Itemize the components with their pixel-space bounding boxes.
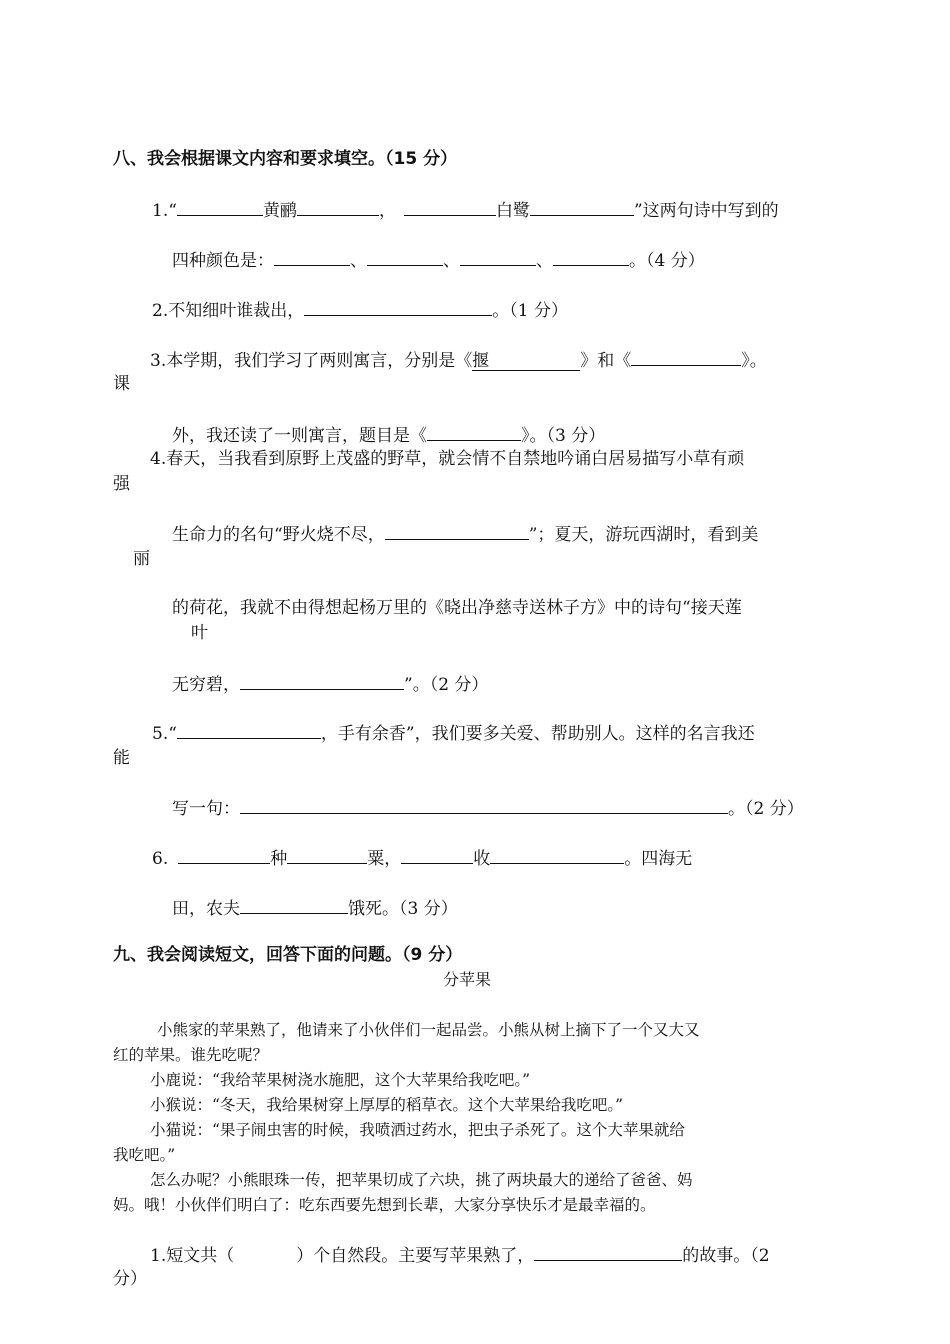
blank-8-1-b[interactable] [297,198,379,216]
blank-8-6-b[interactable] [287,846,367,864]
question-8-5-line-2: 写一句： 。（2 分） [172,796,804,820]
question-9-1-line-1: 1.短文共（ ）个自然段。主要写苹果熟了， 的故事。（2 [150,1243,770,1267]
section-8-heading: 八、我会根据课文内容和要求填空。（15 分） [113,149,458,169]
question-8-5-line-1: 5.“ ，手有余香”，我们要多关爱、帮助别人。这样的名言我还 [152,721,755,745]
blank-8-4-a[interactable] [385,522,529,540]
blank-8-6-c[interactable] [401,846,473,864]
passage-title: 分苹果 [443,970,492,989]
question-9-1-wrap: 分） [113,1269,147,1289]
question-8-4-wrap-2: 丽 [133,549,150,569]
blank-8-4-b[interactable] [240,672,404,690]
question-8-1-line-2: 四种颜色是： 、 、 、 。（4 分） [172,248,705,272]
question-8-4-wrap-3: 叶 [191,623,208,643]
blank-8-6-d[interactable] [490,846,624,864]
blank-8-5-b[interactable] [240,796,728,814]
blank-8-5-a[interactable] [177,721,321,739]
blank-8-1-color-3[interactable] [460,248,536,266]
passage-line-6: 我吃吧。” [113,1146,176,1164]
question-8-6-line-1: 6. 种 粟， 收 。四海无 [152,846,692,870]
blank-8-1-color-1[interactable] [274,248,350,266]
question-8-3-line-2: 外，我还读了一则寓言，题目是《 》。（3 分） [172,423,605,447]
passage-line-3: 小鹿说：“我给苹果树浇水施肥，这个大苹果给我吃吧。” [150,1071,531,1089]
question-8-3-line-1: 3.本学期，我们学习了两则寓言，分别是《揠 》和《 》。 [150,348,767,372]
blank-8-1-color-2[interactable] [367,248,443,266]
blank-9-1[interactable] [534,1243,682,1261]
blank-8-1-a[interactable] [177,198,263,216]
question-8-4-line-3: 的荷花，我就不由得想起杨万里的《晓出净慈寺送林子方》中的诗句“接天莲 [172,598,742,618]
passage-line-2: 红的苹果。谁先吃呢？ [113,1046,269,1064]
question-8-1-line-1: 1.“ 黄鹂 ， 白鹭 ”这两句诗中写到的 [152,198,779,222]
blank-8-1-color-4[interactable] [553,248,629,266]
passage-line-1: 小熊家的苹果熟了，他请来了小伙伴们一起品尝。小熊从树上摘下了一个又大又 [157,1021,700,1039]
question-8-4-wrap-1: 强 [113,474,130,494]
question-8-3-wrap: 课 [113,374,130,394]
blank-8-6-a[interactable] [178,846,270,864]
question-8-2: 2.不知细叶谁裁出， 。（1 分） [152,298,568,322]
question-8-5-wrap: 能 [113,748,130,768]
blank-8-2[interactable] [304,298,492,316]
question-8-6-line-2: 田，农夫 饿死。（3 分） [172,896,458,920]
blank-8-3-b[interactable] [631,348,741,366]
question-8-4-line-1: 4.春天，当我看到原野上茂盛的野草，就会情不自禁地吟诵白居易描写小草有顽 [150,449,745,469]
question-8-4-line-2: 生命力的名句“野火烧不尽， ”；夏天，游玩西湖时，看到美 [172,522,758,546]
passage-line-5: 小猫说：“果子闹虫害的时候，我喷洒过药水，把虫子杀死了。这个大苹果就给 [150,1121,685,1139]
question-8-4-line-4: 无穷碧， ”。（2 分） [172,672,488,696]
section-9-heading: 九、我会阅读短文，回答下面的问题。（9 分） [113,945,463,965]
blank-8-1-c[interactable] [404,198,496,216]
blank-8-6-e[interactable] [240,896,348,914]
passage-line-7: 怎么办呢？小熊眼珠一传，把苹果切成了六块，挑了两块最大的递给了爸爸、妈 [150,1171,693,1189]
q1-number: 1. [152,201,169,221]
passage-line-4: 小猴说：“冬天，我给果树穿上厚厚的稻草衣。这个大苹果给我吃吧。” [150,1096,624,1114]
blank-8-3-a[interactable]: 揠 [472,352,580,371]
blank-8-1-d[interactable] [530,198,634,216]
passage-line-8: 妈。哦！小伙伴们明白了：吃东西要先想到长辈，大家分享快乐才是最幸福的。 [113,1196,656,1214]
blank-8-3-c[interactable] [427,423,521,441]
